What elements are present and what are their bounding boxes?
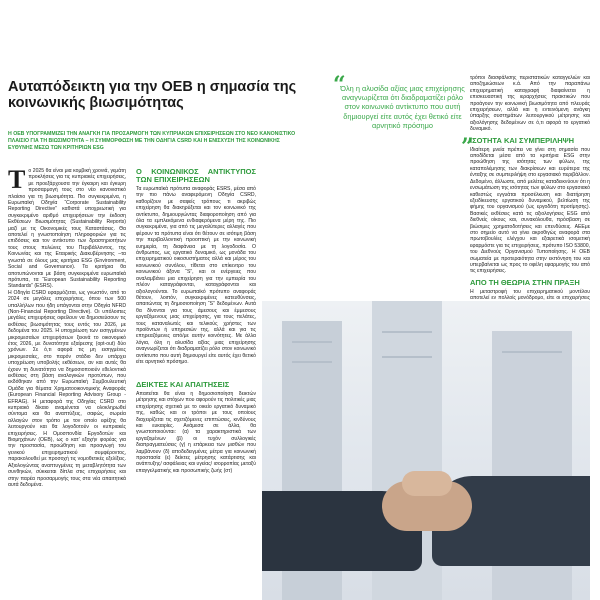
section-heading-indicators: ΔΕΙΚΤΕΣ ΚΑΙ ΑΠΑΙΤΗΣΕΙΣ bbox=[136, 380, 230, 389]
column-1-para-1 bbox=[8, 165, 126, 290]
column-4 bbox=[470, 75, 590, 308]
column-2 bbox=[136, 168, 256, 365]
article-lead: Η OEB ΥΠΟΓΡΑΜΜΙΖΕΙ ΤΗΝ ΑΝΑΓΚΗ ΓΙΑ ΠΡΟΣΑΡΜΟΓΗ ΤΩΝ ΚΥΠΡΙΑΚΩΝ ΕΠΙΧΕΙΡΗΣΕΩΝ ΣΤΟ ΝΕΟ ΚΑΝΟΝΙΣΤΙΚΟ ΠΛΑΙΣΙΟ ΓΙΑ ΤΗ ΒΙΩΣΙΜΟΤΗΤΑ – Η ΣΥΜΜΟΡΦΩΣΗ ΜΕ ΤΗΝ ΟΔΗΓΙΑ CSRD ΚΑΙ Η ΕΝΙΣΧΥΣΗ ΤΗΣ ΚΟΙΝΩΝΙΚΗΣ ΕΥΘΥΝΗΣ ΜΕΣΩ ΤΩΝ ΚΡΙΤΗΡΙΩΝ ESG bbox=[8, 131, 296, 151]
handshake-photo bbox=[262, 301, 590, 600]
photo-window-line bbox=[292, 361, 332, 363]
column-4-para-0: τρόποι διασφάλισης περιστατικών καταγγελιών και αποζημιώσεων κ.ά. Από την παραπάνω επιχειρηματική καταγραφή διαφαίνεται η επισκευαστική της ιεραρχήσεις πρακτικών που προάγουν την κοινωνική βιωσιμότητα από πλευράς επιχειρήσεων, αλλά και η εντεινόμενη ανάγκη ύπαρξης συστημάτων λειτουργικού μέτρησης και αξιολόγησης δεδομένων σε ό,τι αφορά το εργατικό δυναμικό. bbox=[470, 75, 590, 133]
article-title: Αυταπόδεικτη για την OEB η σημασία της κοινωνικής βιωσιμότητας bbox=[8, 79, 297, 111]
column-2-para-1: Τα ευρωπαϊκά πρότυπα αναφοράς ESRS, μέσα από την πιο πάνω αναφερόμενη Οδηγία CSRD, καθορίζουν με σαφείς τρόπους τι ακριβώς επιχείρηση θα διακηρύξεται και τον κοινωνικό της αντίκτυπο, δημιουργώντας διαφοροποίηση από για όλα τα εμπλεκόμενα ενδιαφερόμενα μέρη της. Πιο συγκεκριμένα, για από τις μεγαλύτερες αλλαγές που φέρουν τα πρότυπα είναι ότι θέτουν σε ισότιμη βάση την περιβαλλοντική προοπτική με την κοινωνική ευημερία, τη διαφάνεια με τη λογοδοσία. Ο άνθρωπος, ως εργατικό δυναμικό, ως μονάδα του επιχειρηματικού οικοσυστήματος αλλά και μέρος του κοινωνικού συνόλου, τίθεται στο επίκεντρο του κοινωνικού άξονα “S”, και οι ενέργειες που αναλαμβάνει μια επιχείρηση για την εμπειρία του πλέον καταγράφονται, καταγράφονται και αξιολογούνται. Το ευρωπαϊκό πρότυπο αναφοράς θέτουν, λοιπόν, συγκεκριμένες κατευθύνσεις, απαιτώντας τη δημοσιοποίηση “S” δεδομένων. Αυτά θα δίνονται για τους άμεσους και έμμεσους εργαζόμενους μιας επιχείρησης, για τους πελάτες, τους καταναλωτές και τελικούς χρήστες των προϊόντων ή υπηρεσιών της, αλλά και για τις επηρεαζόμενες από/με αυτήν κοινότητες. Με άλλα λόγια, όλη η αλυσίδα αξίας μιας επιχείρησης αναγνωρίζεται ότι διαδραματίζει ρόλο στον κοινωνικό αντίκτυπο που αυτή δημιουργεί είτε αυτός έχει θετικό είτε αρνητικό πρόσημο. bbox=[136, 186, 256, 365]
quote-close-mark: ” bbox=[461, 134, 474, 160]
drop-cap: Τ bbox=[8, 165, 26, 194]
photo-hand-highlight bbox=[402, 471, 452, 496]
column-4-para-2: Η μεταστροφή του επιχειρηματικού μοντέλου αποτελεί εν πολλοίς μονόδρομο, είτε οι επιχειρήσεις bbox=[470, 288, 590, 302]
photo-window-line bbox=[382, 356, 432, 358]
quote-open-mark: “ bbox=[333, 72, 346, 98]
column-4-para-1: Ιδιαίτερη μνεία πρέπει να γίνει στη σημασία που αποδίδεται μέσα από τα κριτήρια ESG στην προώθηση της ισότητας των φύλων, της καταπολέμησης των διακρίσεων και ευρύτερα της ένταξης σε συμπεριλήψη στο εργασιακό περιβάλλον. Δεδομένο, άλλωστε, από μελέτες καταδεικνύουν ότι η ενσωμάτωση της ισότητας των φύλων στο εργασιακό καθεστώς εγγυάται προσέλκυση και διατήρηση εξειδίκευσης εργατικού δυναμικού, βελτίωση της φήμης του οργανισμού (ως εργοδότη προτίμησης). Βασικές εκθέσεις κατά τις αξιολογήσεις ESG από διεθνείς οίκους και, συνακόλουθα, πρόσβαση σε βιώσιμες χρηματοδοτήσεις και επενδύσεις. ΑΕΕμε στο σημείο αυτό να γίνει ακροθιγώς αναφορά στα πρωτοβουλίες ελέγχου και εξαιρετικά ισομετική εφαρμόστε για τις επιχειρήσεις, πρότυπο ISO 53800, του Διεθνούς Οργανισμού Τυποποίησης. Η OEB σωματεία με προτεραιότητα στην εκπόνηση του και υπερβαίνεται ως προς το οφέλη εφαρμογής του από τις επιχειρήσεις. bbox=[470, 146, 591, 275]
column-1-para-2: Η Οδηγία CSRD εφαρμόζεται, ως γνωστόν, από το 2024 σε μεγάλες επιχειρήσεις, όπου των 500 υπαλλήλων που ήδη υπάγονται στην Οδηγία NFRD (Non-Financial Reporting Directive). Οι υπόλοιπες μεγάλες επιχειρήσεις οφείλουν να δημοσιεύσουν τις εκθέσεις βιωσιμότητας τους εντός του 2026, με δεδομένα του 2025. Η υποχρέωση των εισηγμένων μικρομεσαίων επιχειρήσεων ξεκινά το οικονομικό έτος 2026, με δυνατότητα εξαίρεσης (opt-out) δύο χρόνων. Σε ό,τι αφορά τις μη εισηγμένες μικρομεσαίες, στο παρόν στάδιο δεν υπάρχει υποχρέωση υποβολής εκθέσεων, αν και αυτές θα έχουν τη δυνατότητα να δημοσιοποιούν εθελοντικά εκθέσεις στη βάση αναλογικών προτύπων, που εκδόθηκαν από την Ευρωπαϊκή Συμβουλευτική Ομάδα για θέματα Χρηματοοικονομικής Αναφοράς (European Financial Reporting Advisory Group - EFRAG). Η μεταφορά της Οδηγίας CSRD στο κυπριακό δίκαιο αναμένεται να ολοκληρωθεί σύντομα και θα αναπτύξεις, σαφώς, σωρεία αλλαγών στον τρόπο με τον οποίο εφέξης θα λειτουργούν και θα λογοδοτούν οι κυπριακές επιχειρήσεις. Η Ομοσπονδία Εργοδοτών και Βιομηχάνων (OEB), ως ο κατ’ εξοχήν φορέας για την προστασία, προώθηση και προαγωγή του γενικού επιχειρηματικού συμφέροντος, παρακολουθεί με προσοχή τις νομοθετικές εξελίξεις. Αξιολογώντας αναπτυγμένες τη μεταβλητότητα των συνθηκών, σύκκειται δίπλα στις επιχειρήσεις και στην παρέα προσαρμογής τους στα νέα απαιτητικά αυτά δεδομένα. bbox=[8, 289, 126, 488]
column-1 bbox=[8, 165, 126, 488]
section-heading-theory-practice: ΑΠΟ ΤΗ ΘΕΩΡΙΑ ΣΤΗΝ ΠΡΑΞΗ bbox=[470, 277, 580, 287]
photo-window-line bbox=[502, 351, 562, 353]
section-heading-social-impact: Ο ΚΟΙΝΩΝΙΚΟΣ ΑΝΤΙΚΤΥΠΟΣ ΤΩΝ ΕΠΙΧΕΙΡΗΣΕΩΝ bbox=[136, 167, 256, 184]
photo-window-line bbox=[292, 341, 332, 343]
pull-quote: Όλη η αλυσίδα αξίας μιας επιχείρησης αναγνωρίζεται ότι διαδραματίζει ρόλο στον κοινωνικό αντίκτυπο που αυτή δημιουργεί είτε αυτός έχει θετικό είτε αρνητικό πρόσημο bbox=[340, 84, 465, 130]
column-3-para-1: Απαιτείται θα είναι η δημοσιοποίηση δεικτών μέτρησης και στόχων που αφορούν τις πολιτικές μιας επιχείρησης σχετικά με το οικείο εργατικό δυναμικό της, καθώς και οι τρόποι με τους οποίους διαχειρίζεται τις σχετιζόμενες επιπτώσεις, κινδύνους και ευκαιρίες. Ανάμεσα σε άλλα, θα γνωστοποιούνται: (α) τα χαρακτηριστικά των εργαζομένων (β) οι τυχόν συλλογικές διαπραγματεύσεις (γ) η επάρκεια των μισθών που λαμβάνουν (δ) αποδεδειγμένες μέτρα για κοινωνική προστασία (ε) δείκτες μέτρησης κατάρτισης και ανάπτυξης/ ασφάλειας και υγείας/ ισορροπίας μεταξύ επαγγελματικής και προσωπικής ζωής (στ) bbox=[136, 391, 256, 474]
column-3 bbox=[136, 381, 256, 474]
column-1-para-1-text: ο 2025 θα είναι μια κομβική χρονιά, γεμάτη προκλήσεις για τις κυπριακές επιχειρήσεις, με προεξάρχουσα την έγκαιρη και έγκυρη προσαρμογή τους στο νέο κανονιστικό πλαίσιο για τη βιωσιμότητα. Πιο συγκεκριμένα, η Ευρωπαϊκή Οδηγία “Corporate Sustainability Reporting Directive” καθιστά υποχρεωτική για συγκεκριμένο αριθμό επιχειρήσεων την έκδοση Εκθέσεων Βιωσιμότητας (Sustainability Reports) μαζί με τις Οικονομικές τους Καταστάσεις. Θα αποτελεί η γνωστοποίηση πληροφοριών για τις επιδόσεις και τον αντίκτυπο των δραστηριοτήτων τους στους πυλώνες του Περιβάλλοντος, της Κοινωνίας και της Εταιρικής Διακυβέρνησης –τα γνωστά σε όλους μας κριτήρια ESG (Environment, Social and Governance). Τα κριτήρια θα αποτυπώνονται με βάση συγκεκριμένα ευρωπαϊκά πρότυπα, τα “European Sustainability Reporting Standards” (ESRS). bbox=[8, 168, 126, 290]
section-heading-equality: ΙΣΟΤΗΤΑ ΚΑΙ ΣΥΜΠΕΡΙΛΗΨΗ bbox=[470, 135, 575, 145]
photo-window-line bbox=[382, 331, 432, 333]
